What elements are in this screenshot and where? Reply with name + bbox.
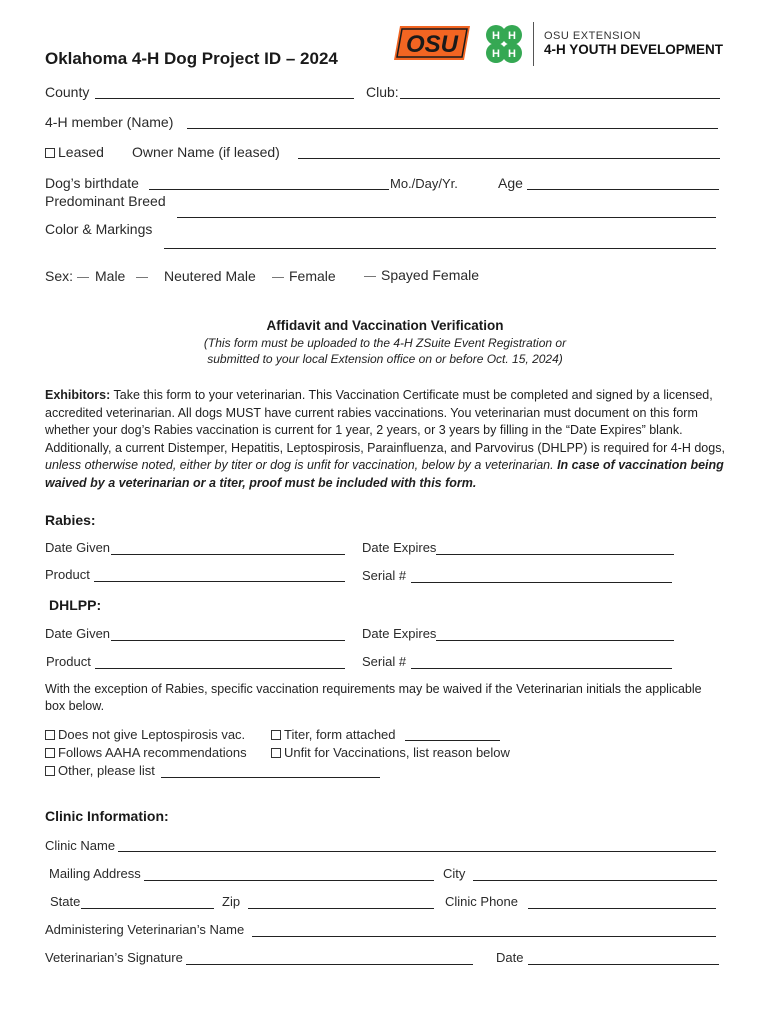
svg-text:H: H bbox=[492, 30, 500, 42]
club-label: Club: bbox=[366, 84, 399, 100]
dhlpp-product-label: Product bbox=[46, 654, 91, 669]
signature-date-label: Date bbox=[496, 950, 524, 965]
vet-signature-label: Veterinarian’s Signature bbox=[45, 950, 183, 965]
neutered-male-blank[interactable] bbox=[136, 277, 148, 278]
instructions-italic: unless otherwise noted, either by titer or dog is unfit for vaccination, below by a veterinarian. bbox=[45, 458, 554, 472]
affidavit-heading: Affidavit and Vaccination Verification bbox=[266, 318, 504, 333]
club-field[interactable] bbox=[400, 83, 720, 99]
mailing-address-field[interactable] bbox=[144, 865, 434, 881]
osu-logo bbox=[392, 22, 472, 64]
female-blank[interactable] bbox=[272, 277, 284, 278]
owner-name-label: Owner Name (if leased) bbox=[132, 144, 280, 160]
sex-label: Sex: bbox=[45, 268, 74, 284]
owner-name-field[interactable] bbox=[298, 143, 720, 159]
city-label: City bbox=[443, 866, 466, 881]
extension-line: OSU EXTENSION bbox=[544, 30, 641, 42]
clinic-phone-field[interactable] bbox=[528, 893, 716, 909]
administering-vet-field[interactable] bbox=[252, 921, 716, 937]
dhlpp-serial-field[interactable] bbox=[411, 653, 672, 669]
spayed-female-label: Spayed Female bbox=[381, 267, 480, 283]
svg-text:H: H bbox=[492, 48, 500, 60]
female-label: Female bbox=[289, 268, 336, 284]
clinic-name-field[interactable] bbox=[118, 836, 716, 852]
member-name-field[interactable] bbox=[187, 113, 718, 129]
waiver-option-aaha[interactable] bbox=[45, 745, 247, 760]
zip-field[interactable] bbox=[248, 893, 434, 909]
svg-text:H: H bbox=[508, 30, 516, 42]
lepto-checkbox[interactable] bbox=[45, 730, 55, 740]
aaha-label: Follows AAHA recommendations bbox=[58, 745, 247, 760]
male-label: Male bbox=[95, 268, 126, 284]
logo-divider bbox=[533, 22, 534, 66]
clinic-phone-label: Clinic Phone bbox=[445, 894, 518, 909]
dhlpp-date-given-label: Date Given bbox=[45, 626, 111, 641]
leased-checkbox[interactable] bbox=[45, 148, 55, 158]
county-label: County bbox=[45, 84, 90, 100]
male-blank[interactable] bbox=[77, 277, 89, 278]
breed-field[interactable] bbox=[177, 202, 716, 218]
rabies-date-expires-field[interactable] bbox=[436, 539, 674, 555]
unfit-checkbox[interactable] bbox=[271, 748, 281, 758]
four-h-clover-icon bbox=[481, 22, 527, 68]
clinic-name-label: Clinic Name bbox=[45, 838, 116, 853]
rabies-product-label: Product bbox=[45, 567, 90, 582]
titer-field[interactable] bbox=[405, 725, 500, 741]
exhibitors-label: Exhibitors: bbox=[45, 388, 111, 402]
exhibitor-instructions bbox=[45, 387, 725, 492]
dhlpp-date-expires-label: Date Expires bbox=[362, 626, 437, 641]
vet-signature-field[interactable] bbox=[186, 949, 473, 965]
waiver-text: With the exception of Rabies, specific vaccination requirements may be waived if the Veterinarian initials the applicable box below. bbox=[45, 682, 702, 713]
dhlpp-date-expires-field[interactable] bbox=[436, 625, 674, 641]
other-reason-field[interactable] bbox=[161, 762, 380, 778]
waiver-option-other[interactable] bbox=[45, 763, 155, 778]
rabies-date-expires-label: Date Expires bbox=[362, 540, 437, 555]
unfit-label: Unfit for Vaccinations, list reason below bbox=[284, 745, 510, 760]
leased-option[interactable] bbox=[45, 144, 104, 160]
page-title: Oklahoma 4-H Dog Project ID – 2024 bbox=[45, 49, 338, 68]
birthdate-label: Dog’s birthdate bbox=[45, 175, 139, 191]
leased-label: Leased bbox=[58, 144, 104, 160]
other-label: Other, please list bbox=[58, 763, 155, 778]
affidavit-note-line1: (This form must be uploaded to the 4-H ZSuite Event Registration or bbox=[203, 336, 567, 350]
instructions-bold-italic: In case of vaccination being waived by a veterinarian or a titer, proof must be included with this form. bbox=[45, 458, 724, 490]
dhlpp-serial-label: Serial # bbox=[362, 654, 407, 669]
zip-label: Zip bbox=[222, 894, 241, 909]
color-label: Color & Markings bbox=[45, 221, 153, 237]
age-field[interactable] bbox=[527, 174, 719, 190]
signature-date-field[interactable] bbox=[528, 949, 719, 965]
titer-checkbox[interactable] bbox=[271, 730, 281, 740]
state-field[interactable] bbox=[81, 893, 214, 909]
city-field[interactable] bbox=[473, 865, 717, 881]
lepto-label: Does not give Leptospirosis vac. bbox=[58, 727, 246, 742]
county-field[interactable] bbox=[95, 83, 354, 99]
rabies-serial-label: Serial # bbox=[362, 568, 407, 583]
spayed-female-blank[interactable] bbox=[364, 276, 376, 277]
dhlpp-date-given-field[interactable] bbox=[111, 625, 345, 641]
rabies-date-given-label: Date Given bbox=[45, 540, 111, 555]
waiver-option-titer[interactable] bbox=[271, 727, 396, 742]
mailing-address-label: Mailing Address bbox=[49, 866, 141, 881]
rabies-serial-field[interactable] bbox=[411, 567, 672, 583]
affidavit-note-line2: submitted to your local Extension office on or before Oct. 15, 2024) bbox=[207, 352, 563, 366]
rabies-date-given-field[interactable] bbox=[111, 539, 345, 555]
waiver-option-lepto[interactable] bbox=[45, 727, 245, 742]
member-name-label: 4-H member (Name) bbox=[45, 114, 174, 130]
osu-logo-text: OSU bbox=[405, 31, 459, 58]
instructions-text: Take this form to your veterinarian. This Vaccination Certificate must be completed and signed by a licensed, accredited veterinarian. All dogs MUST have current rabies vaccinations. You veterinarian must document on this form whether your dog’s Rabies vaccination is current for 1 year, 2 years, or 3 years by filling in the “Date Expires” blank. Additionally, a current Distemper, Hepatitis, Leptospirosis, Parainfluenza, and Parvovirus (DHLPP) is required for 4-H dogs, bbox=[45, 388, 725, 455]
state-label: State bbox=[50, 894, 81, 909]
svg-text:H: H bbox=[508, 48, 516, 60]
program-line: 4-H YOUTH DEVELOPMENT bbox=[544, 42, 724, 57]
rabies-heading: Rabies: bbox=[45, 512, 96, 528]
birthdate-field[interactable] bbox=[149, 174, 389, 190]
dhlpp-product-field[interactable] bbox=[95, 653, 345, 669]
neutered-male-label: Neutered Male bbox=[164, 268, 256, 284]
other-checkbox[interactable] bbox=[45, 766, 55, 776]
waiver-option-unfit[interactable] bbox=[271, 745, 510, 760]
administering-vet-label: Administering Veterinarian’s Name bbox=[45, 922, 245, 937]
titer-label: Titer, form attached bbox=[284, 727, 396, 742]
clinic-heading: Clinic Information: bbox=[45, 808, 169, 824]
age-label: Age bbox=[498, 175, 523, 191]
dhlpp-heading: DHLPP: bbox=[49, 597, 102, 613]
date-format-hint: Mo./Day/Yr. bbox=[390, 176, 458, 191]
rabies-product-field[interactable] bbox=[94, 566, 345, 582]
aaha-checkbox[interactable] bbox=[45, 748, 55, 758]
color-field[interactable] bbox=[164, 233, 716, 249]
breed-label: Predominant Breed bbox=[45, 193, 166, 209]
